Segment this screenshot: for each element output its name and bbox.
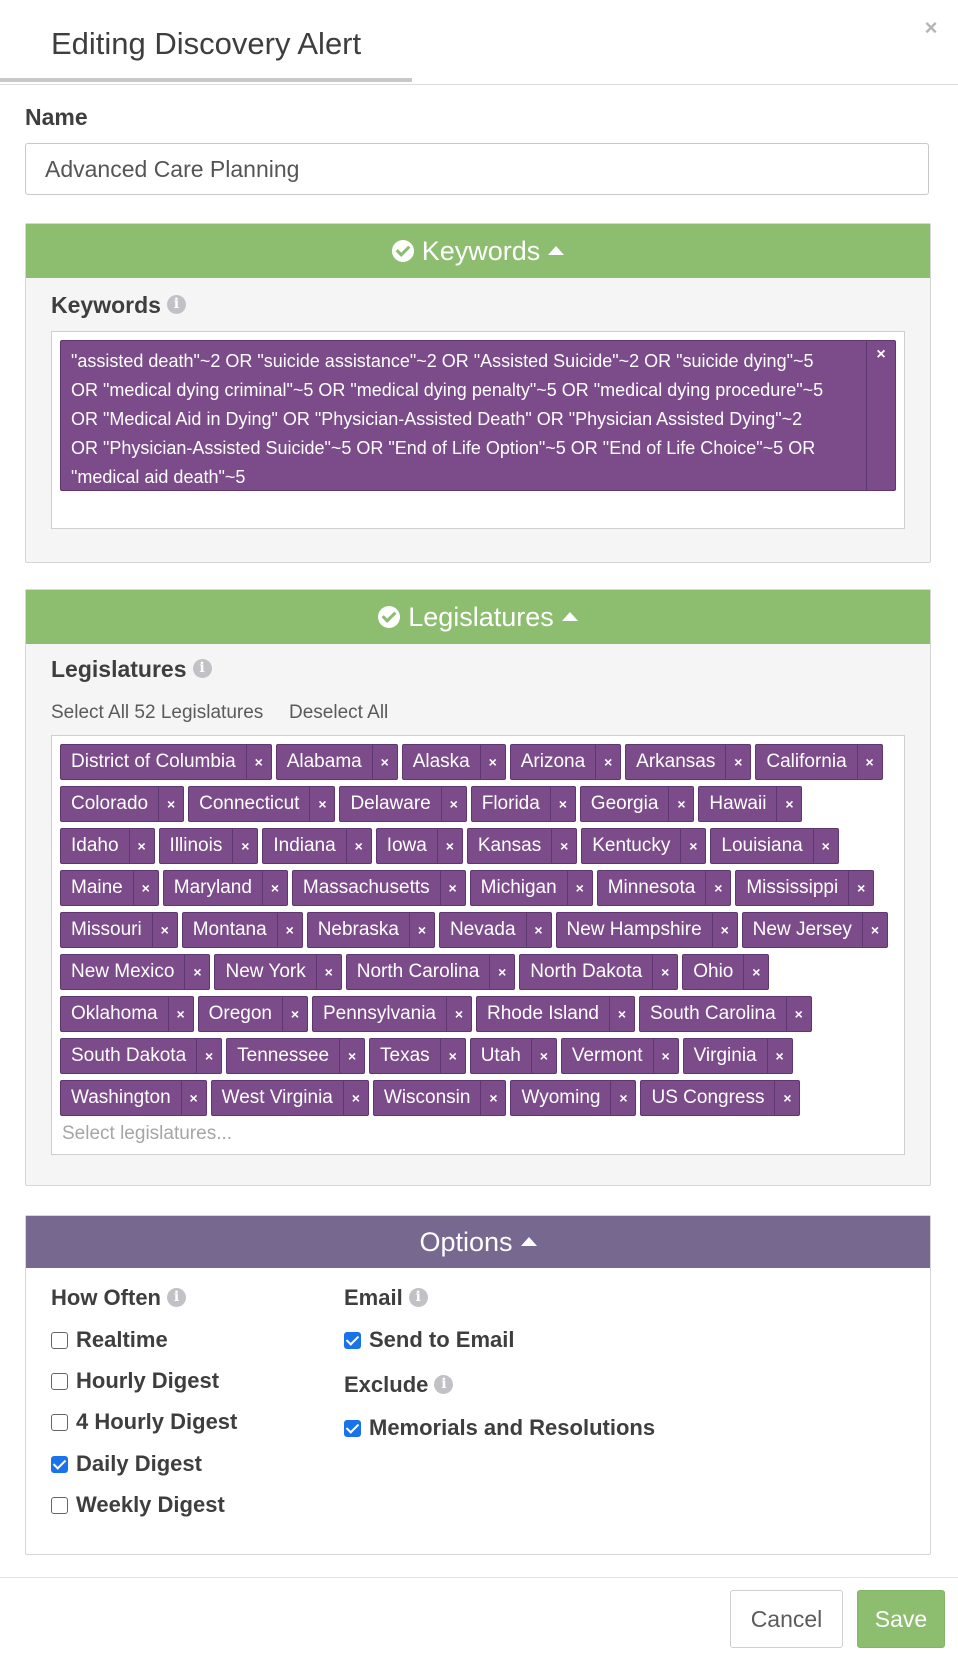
- legislature-tag: [625, 744, 751, 780]
- remove-legislature-icon[interactable]: ×: [246, 745, 271, 779]
- title-underline: [0, 78, 412, 82]
- remove-legislature-icon[interactable]: ×: [282, 997, 307, 1031]
- legislature-tag-label: Georgia: [590, 793, 659, 814]
- legislature-tag: [556, 912, 738, 948]
- remove-legislature-icon[interactable]: ×: [531, 1039, 556, 1073]
- legislature-tag: [439, 912, 552, 948]
- send-to-email-option[interactable]: [344, 1327, 514, 1353]
- remove-legislature-icon[interactable]: ×: [567, 871, 592, 905]
- legislature-tag-label: Nevada: [450, 919, 516, 940]
- legislatures-placeholder[interactable]: Select legislatures...: [62, 1123, 233, 1144]
- check-circle-icon: [392, 240, 414, 262]
- legislature-tag: [188, 786, 335, 822]
- legislature-tag: [639, 996, 812, 1032]
- how-often-label-text: How Often: [51, 1285, 161, 1310]
- legislature-tag-label: Texas: [380, 1045, 430, 1066]
- name-label: Name: [25, 104, 88, 130]
- legislature-tag: [470, 870, 593, 906]
- remove-legislature-icon[interactable]: ×: [609, 997, 634, 1031]
- legislature-tag: [580, 786, 695, 822]
- legislature-tag: [476, 996, 635, 1032]
- legislature-tag-label: Arkansas: [636, 751, 716, 772]
- legislature-tag-label: Louisiana: [721, 835, 803, 856]
- legislature-tag-label: Maine: [71, 877, 123, 898]
- legislature-tag-label: Tennessee: [237, 1045, 330, 1066]
- legislature-tag-label: South Carolina: [649, 1003, 776, 1024]
- legislature-tag-label: West Virginia: [221, 1087, 333, 1108]
- how-often-option-label: Daily Digest: [76, 1451, 202, 1476]
- how-often-option[interactable]: [51, 1409, 237, 1435]
- legislature-tag: [710, 828, 838, 864]
- legislature-tag: [60, 744, 272, 780]
- legislature-tag: [581, 828, 706, 864]
- remove-legislature-icon[interactable]: ×: [857, 745, 882, 779]
- legislature-tag: [561, 1038, 679, 1074]
- how-often-label: [51, 1285, 186, 1311]
- legislature-tag: [510, 1080, 636, 1116]
- legislature-tag-label: New Jersey: [752, 919, 852, 940]
- remove-legislature-icon[interactable]: ×: [181, 1081, 206, 1115]
- legislature-tag: [470, 1038, 557, 1074]
- name-input[interactable]: [25, 143, 929, 195]
- legislature-tag: [198, 996, 308, 1032]
- how-often-option-label: Weekly Digest: [76, 1492, 225, 1517]
- info-icon[interactable]: i: [167, 1288, 186, 1307]
- legislature-tag: [262, 828, 371, 864]
- info-icon[interactable]: i: [434, 1375, 453, 1394]
- legislature-tag-label: Kentucky: [592, 835, 671, 856]
- footer-divider: [0, 1577, 958, 1578]
- remove-legislature-icon[interactable]: ×: [480, 1081, 505, 1115]
- legislature-tag-label: Ohio: [693, 961, 734, 982]
- legislature-tag-label: Delaware: [350, 793, 431, 814]
- legislature-tag-label: South Dakota: [71, 1045, 187, 1066]
- legislature-tag-label: North Carolina: [356, 961, 480, 982]
- how-often-checkbox[interactable]: [51, 1373, 68, 1390]
- legislature-tag-label: Arizona: [520, 751, 586, 772]
- how-often-checkbox[interactable]: [51, 1497, 68, 1514]
- legislature-tag: [60, 786, 184, 822]
- remove-legislature-icon[interactable]: ×: [196, 1039, 221, 1073]
- legislature-tag-label: Kansas: [477, 835, 542, 856]
- legislature-tag: [60, 1080, 207, 1116]
- legislature-tag-label: Utah: [480, 1045, 521, 1066]
- legislature-tag-label: New York: [225, 961, 306, 982]
- legislature-tag: [182, 912, 303, 948]
- remove-legislature-icon[interactable]: ×: [551, 829, 576, 863]
- legislature-tag: [292, 870, 466, 906]
- legislature-tag-label: Wyoming: [521, 1087, 601, 1108]
- legislatures-panel: [25, 589, 931, 1186]
- remove-legislature-icon[interactable]: ×: [343, 1081, 368, 1115]
- legislature-tag-label: Indiana: [273, 835, 336, 856]
- legislature-tag: [742, 912, 888, 948]
- remove-legislature-icon[interactable]: ×: [152, 913, 177, 947]
- how-often-checkbox[interactable]: [51, 1414, 68, 1431]
- legislature-tag: [163, 870, 288, 906]
- legislature-tag: [346, 954, 516, 990]
- legislature-tag-label: Pennsylvania: [322, 1003, 437, 1024]
- remove-legislature-icon[interactable]: ×: [776, 787, 801, 821]
- remove-legislature-icon[interactable]: ×: [550, 787, 575, 821]
- info-icon[interactable]: i: [167, 295, 186, 314]
- remove-legislature-icon[interactable]: ×: [232, 829, 257, 863]
- remove-keyword-icon[interactable]: ×: [866, 341, 895, 490]
- keywords-input-box[interactable]: [51, 331, 905, 529]
- keywords-panel-header[interactable]: [26, 224, 930, 278]
- modal-title: Editing Discovery Alert: [51, 26, 362, 61]
- how-often-checkbox[interactable]: [51, 1456, 68, 1473]
- legislature-tag-label: Hawaii: [709, 793, 767, 814]
- legislature-tag-label: US Congress: [651, 1087, 765, 1108]
- remove-legislature-icon[interactable]: ×: [440, 1039, 465, 1073]
- remove-legislature-icon[interactable]: ×: [440, 871, 465, 905]
- memorials-option[interactable]: [344, 1415, 655, 1441]
- legislature-tag-label: Rhode Island: [487, 1003, 599, 1024]
- remove-legislature-icon[interactable]: ×: [705, 871, 730, 905]
- legislature-tag: [369, 1038, 466, 1074]
- legislature-tag: [682, 954, 769, 990]
- legislature-tag-label: Illinois: [169, 835, 223, 856]
- legislature-tag-label: Montana: [192, 919, 267, 940]
- legislature-tag: [312, 996, 472, 1032]
- legislature-tag: [597, 870, 732, 906]
- remove-legislature-icon[interactable]: ×: [133, 871, 158, 905]
- caret-up-icon: [562, 612, 578, 621]
- legislature-tag-label: Oregon: [208, 1003, 272, 1024]
- legislature-tag-list: [60, 744, 900, 1122]
- legislature-tag: [60, 912, 178, 948]
- remove-legislature-icon[interactable]: ×: [680, 829, 705, 863]
- legislature-tag: [640, 1080, 800, 1116]
- keywords-label-text: Keywords: [51, 292, 161, 318]
- legislature-tag-label: North Dakota: [530, 961, 643, 982]
- save-button[interactable]: Save: [857, 1590, 945, 1648]
- legislature-tag-label: Vermont: [571, 1045, 643, 1066]
- legislature-tag-label: Iowa: [386, 835, 427, 856]
- legislature-tag-label: Virginia: [693, 1045, 757, 1066]
- remove-legislature-icon[interactable]: ×: [848, 871, 873, 905]
- legislature-tag-label: Maryland: [173, 877, 252, 898]
- remove-legislature-icon[interactable]: ×: [813, 829, 838, 863]
- legislature-tag: [60, 1038, 222, 1074]
- exclude-label: [344, 1372, 453, 1398]
- legislature-tag: [226, 1038, 365, 1074]
- legislature-tag-label: Florida: [481, 793, 540, 814]
- caret-up-icon: [521, 1237, 537, 1246]
- legislature-tag-label: Alabama: [286, 751, 362, 772]
- keyword-tag: [60, 340, 896, 491]
- legislature-tag-label: Massachusetts: [302, 877, 430, 898]
- remove-legislature-icon[interactable]: ×: [346, 829, 371, 863]
- keywords-panel: [25, 223, 931, 563]
- legislature-tag: [376, 828, 463, 864]
- how-often-option[interactable]: [51, 1327, 168, 1353]
- cancel-button[interactable]: Cancel: [730, 1590, 843, 1648]
- remove-legislature-icon[interactable]: ×: [712, 913, 737, 947]
- remove-legislature-icon[interactable]: ×: [372, 745, 397, 779]
- legislature-tag-label: Colorado: [71, 793, 149, 814]
- legislature-tag: [339, 786, 466, 822]
- remove-legislature-icon[interactable]: ×: [168, 997, 193, 1031]
- how-often-option[interactable]: [51, 1492, 225, 1518]
- remove-legislature-icon[interactable]: ×: [725, 745, 750, 779]
- legislature-tag: [60, 996, 194, 1032]
- remove-legislature-icon[interactable]: ×: [409, 913, 434, 947]
- legislature-tag: [683, 1038, 793, 1074]
- remove-legislature-icon[interactable]: ×: [668, 787, 693, 821]
- legislature-tag-label: Michigan: [480, 877, 557, 898]
- legislatures-panel-header[interactable]: [26, 590, 930, 644]
- remove-legislature-icon[interactable]: ×: [786, 997, 811, 1031]
- legislature-tag-label: Connecticut: [199, 793, 300, 814]
- remove-legislature-icon[interactable]: ×: [652, 955, 677, 989]
- legislature-tag: [214, 954, 341, 990]
- legislature-tag: [60, 828, 155, 864]
- legislature-tag: [735, 870, 874, 906]
- legislature-tag: [211, 1080, 369, 1116]
- legislature-tag: [276, 744, 398, 780]
- remove-legislature-icon[interactable]: ×: [339, 1039, 364, 1073]
- legislature-tag: [755, 744, 882, 780]
- legislature-tag-label: California: [766, 751, 847, 772]
- modal-header: [0, 0, 958, 85]
- send-to-email-label: Send to Email: [369, 1327, 515, 1352]
- legislature-tag: [60, 870, 159, 906]
- legislature-tag: [373, 1080, 507, 1116]
- legislature-tag: [471, 786, 576, 822]
- how-often-option-label: Realtime: [76, 1327, 168, 1352]
- remove-legislature-icon[interactable]: ×: [480, 745, 505, 779]
- legislature-tag: [698, 786, 802, 822]
- legislature-tag: [402, 744, 506, 780]
- email-label-text: Email: [344, 1285, 403, 1310]
- memorials-checkbox[interactable]: [344, 1420, 361, 1437]
- legislature-tag-label: Missouri: [71, 919, 142, 940]
- legislature-tag-label: Mississippi: [746, 877, 839, 898]
- remove-legislature-icon[interactable]: ×: [437, 829, 462, 863]
- legislature-tag: [519, 954, 678, 990]
- remove-legislature-icon[interactable]: ×: [653, 1039, 678, 1073]
- how-often-checkbox[interactable]: [51, 1332, 68, 1349]
- exclude-label-text: Exclude: [344, 1372, 429, 1397]
- keywords-panel-title: Keywords: [421, 235, 541, 266]
- caret-up-icon: [548, 246, 564, 255]
- legislature-tag-label: Idaho: [71, 835, 119, 856]
- remove-legislature-icon[interactable]: ×: [526, 913, 551, 947]
- legislature-tag-label: Nebraska: [317, 919, 400, 940]
- remove-legislature-icon[interactable]: ×: [862, 913, 887, 947]
- legislature-tag-label: New Mexico: [71, 961, 175, 982]
- remove-legislature-icon[interactable]: ×: [441, 787, 466, 821]
- remove-legislature-icon[interactable]: ×: [316, 955, 341, 989]
- legislature-tag: [467, 828, 577, 864]
- send-to-email-checkbox[interactable]: [344, 1332, 361, 1349]
- legislature-tag-label: District of Columbia: [71, 751, 236, 772]
- how-often-option-label: Hourly Digest: [76, 1368, 220, 1393]
- how-often-option[interactable]: [51, 1368, 219, 1394]
- info-icon[interactable]: i: [193, 659, 212, 678]
- keyword-tag-text: "assisted death"~2 OR "suicide assistance"~2 OR "Assisted Suicide"~2 OR "suicide dying"~5 OR "medical dying criminal"~5 OR "medical dying penalty"~5 OR "medical dying procedure"~5 OR "Medical Aid in Dying" OR "Physician-Assisted Death" OR "Physician Assisted Dying"~2 OR "Physician-Assisted Suicide"~5 OR "End of Life Option"~5 OR "End of Life Choice"~5 OR "medical aid death"~5: [71, 351, 829, 487]
- memorials-label: Memorials and Resolutions: [369, 1415, 656, 1440]
- remove-legislature-icon[interactable]: ×: [446, 997, 471, 1031]
- remove-legislature-icon[interactable]: ×: [277, 913, 302, 947]
- keywords-label: [51, 292, 186, 319]
- remove-legislature-icon[interactable]: ×: [610, 1081, 635, 1115]
- legislature-tag: [307, 912, 435, 948]
- legislatures-panel-title: Legislatures: [408, 601, 554, 632]
- legislature-tag-label: Oklahoma: [71, 1003, 158, 1024]
- close-icon[interactable]: ×: [924, 15, 938, 40]
- legislatures-label-text: Legislatures: [51, 656, 187, 682]
- legislature-tag-label: Minnesota: [607, 877, 696, 898]
- remove-legislature-icon[interactable]: ×: [309, 787, 334, 821]
- options-panel-title: Options: [419, 1226, 513, 1257]
- remove-legislature-icon[interactable]: ×: [774, 1081, 799, 1115]
- info-icon[interactable]: i: [409, 1288, 428, 1307]
- remove-legislature-icon[interactable]: ×: [743, 955, 768, 989]
- how-often-option[interactable]: [51, 1451, 202, 1477]
- legislatures-input-box[interactable]: [51, 735, 905, 1155]
- legislature-tag-label: Washington: [71, 1087, 171, 1108]
- legislature-tag-label: Alaska: [412, 751, 470, 772]
- remove-legislature-icon[interactable]: ×: [262, 871, 287, 905]
- remove-legislature-icon[interactable]: ×: [158, 787, 183, 821]
- legislatures-label: [51, 656, 212, 683]
- check-circle-icon: [378, 606, 400, 628]
- remove-legislature-icon[interactable]: ×: [489, 955, 514, 989]
- legislature-tag-label: Wisconsin: [383, 1087, 471, 1108]
- legislature-tag: [159, 828, 259, 864]
- legislature-tag: [60, 954, 210, 990]
- remove-legislature-icon[interactable]: ×: [184, 955, 209, 989]
- remove-legislature-icon[interactable]: ×: [767, 1039, 792, 1073]
- how-often-option-label: 4 Hourly Digest: [76, 1409, 238, 1434]
- legislature-tag: [510, 744, 621, 780]
- email-label: [344, 1285, 428, 1311]
- select-all-legislatures-link[interactable]: Select All 52 Legislatures: [51, 702, 264, 723]
- remove-legislature-icon[interactable]: ×: [129, 829, 154, 863]
- options-panel: [25, 1215, 931, 1555]
- legislature-tag-label: New Hampshire: [566, 919, 702, 940]
- deselect-all-link[interactable]: Deselect All: [289, 702, 389, 723]
- options-panel-header[interactable]: [26, 1216, 930, 1268]
- remove-legislature-icon[interactable]: ×: [595, 745, 620, 779]
